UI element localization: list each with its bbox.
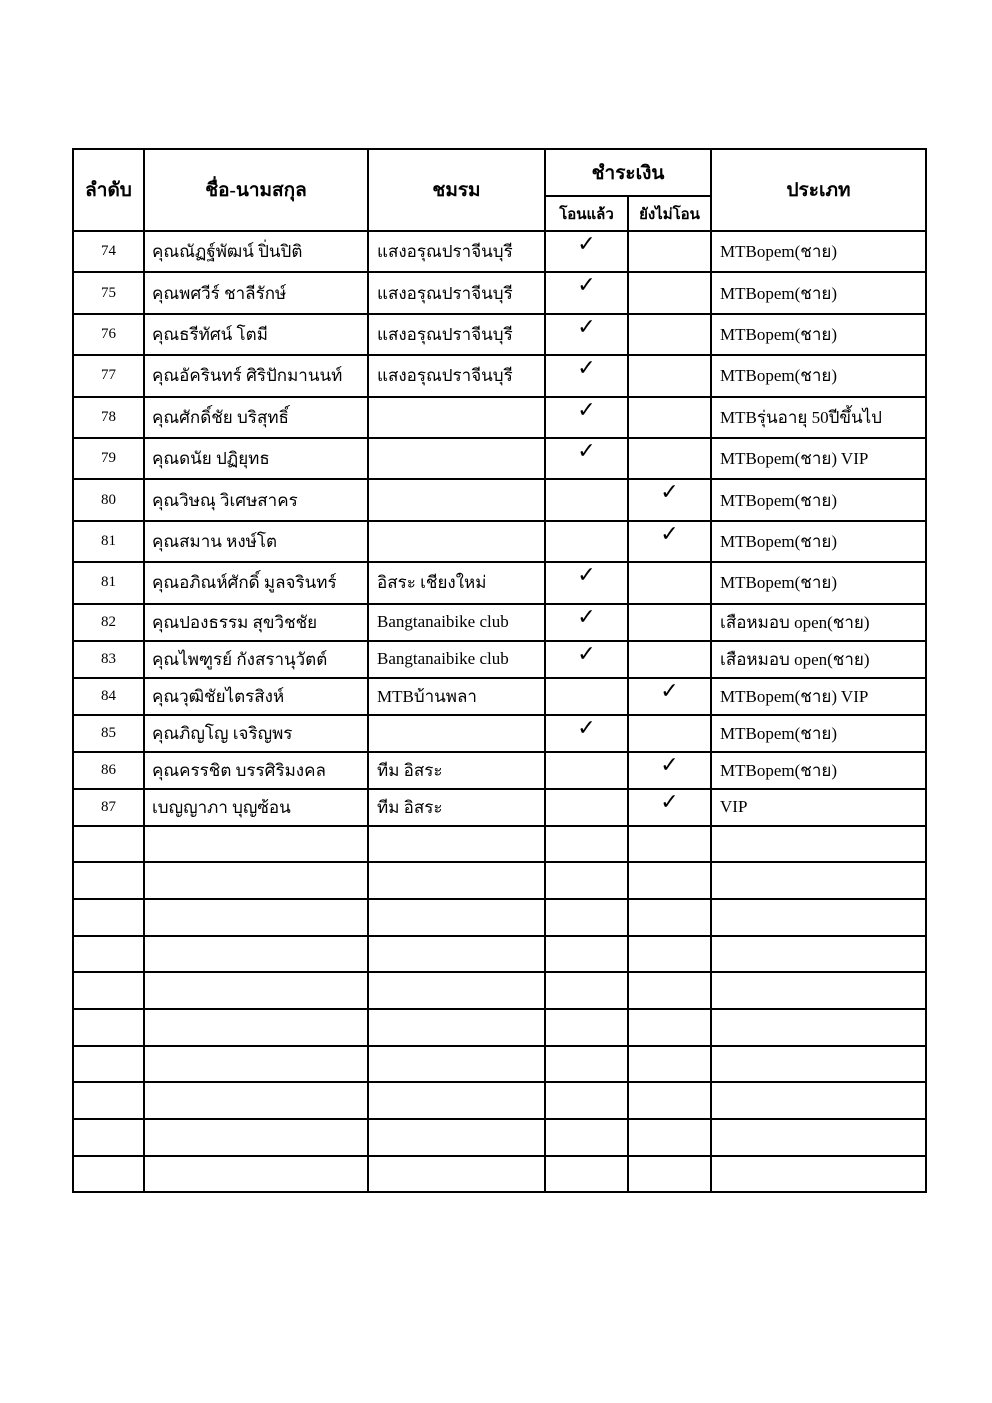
type-cell: MTBopem(ชาย) VIP bbox=[711, 438, 926, 479]
type-cell: VIP bbox=[711, 789, 926, 826]
empty-cell bbox=[73, 936, 144, 973]
empty-cell bbox=[711, 1156, 926, 1193]
order-cell: 80 bbox=[73, 479, 144, 520]
name-cell: คุณวิษณุ วิเศษสาคร bbox=[144, 479, 368, 520]
paid-cell bbox=[545, 562, 628, 603]
club-cell: MTBบ้านพลา bbox=[368, 678, 545, 715]
club-cell: ทีม อิสระ bbox=[368, 752, 545, 789]
empty-cell bbox=[368, 1082, 545, 1119]
empty-cell bbox=[711, 1082, 926, 1119]
type-cell: เสือหมอบ open(ชาย) bbox=[711, 604, 926, 641]
type-cell: MTBopem(ชาย) VIP bbox=[711, 678, 926, 715]
name-cell: คุณภิญโญ เจริญพร bbox=[144, 715, 368, 752]
empty-cell bbox=[144, 936, 368, 973]
empty-cell bbox=[628, 1156, 711, 1193]
type-cell: MTBopem(ชาย) bbox=[711, 231, 926, 272]
empty-cell bbox=[73, 972, 144, 1009]
name-cell: คุณอภิณห์ศักดิ์ มูลจรินทร์ bbox=[144, 562, 368, 603]
empty-table-row bbox=[73, 1119, 926, 1156]
empty-cell bbox=[545, 1046, 628, 1083]
table-row bbox=[73, 355, 926, 396]
order-cell: 77 bbox=[73, 355, 144, 396]
empty-cell bbox=[144, 1082, 368, 1119]
table-row bbox=[73, 314, 926, 355]
header-payment: ชำระเงิน bbox=[545, 149, 711, 196]
empty-cell bbox=[711, 1009, 926, 1046]
table-row bbox=[73, 272, 926, 313]
type-cell: MTBopem(ชาย) bbox=[711, 521, 926, 562]
name-cell: คุณดนัย ปฏิยุทธ bbox=[144, 438, 368, 479]
club-cell: แสงอรุณปราจีนบุรี bbox=[368, 314, 545, 355]
order-cell: 75 bbox=[73, 272, 144, 313]
empty-cell bbox=[144, 1156, 368, 1193]
check-icon: ✓ bbox=[660, 521, 679, 547]
club-cell: แสงอรุณปราจีนบุรี bbox=[368, 272, 545, 313]
check-icon: ✓ bbox=[577, 356, 596, 382]
paid-cell bbox=[545, 678, 628, 715]
club-cell bbox=[368, 397, 545, 438]
unpaid-cell bbox=[628, 272, 711, 313]
paid-cell bbox=[545, 397, 628, 438]
type-cell: เสือหมอบ open(ชาย) bbox=[711, 641, 926, 678]
unpaid-cell bbox=[628, 641, 711, 678]
paid-cell bbox=[545, 789, 628, 826]
order-cell: 86 bbox=[73, 752, 144, 789]
empty-cell bbox=[545, 1009, 628, 1046]
paid-cell bbox=[545, 479, 628, 520]
check-icon: ✓ bbox=[577, 715, 596, 741]
empty-cell bbox=[73, 1156, 144, 1193]
name-cell: คุณศักดิ์ชัย บริสุทธิ์ bbox=[144, 397, 368, 438]
empty-table-row bbox=[73, 1156, 926, 1193]
unpaid-cell bbox=[628, 521, 711, 562]
club-cell bbox=[368, 521, 545, 562]
empty-cell bbox=[628, 972, 711, 1009]
check-icon: ✓ bbox=[577, 563, 596, 589]
empty-cell bbox=[73, 1119, 144, 1156]
empty-cell bbox=[545, 1156, 628, 1193]
unpaid-cell bbox=[628, 479, 711, 520]
empty-cell bbox=[73, 899, 144, 936]
empty-cell bbox=[711, 972, 926, 1009]
empty-cell bbox=[73, 862, 144, 899]
empty-table-row bbox=[73, 826, 926, 863]
header-name: ชื่อ-นามสกุล bbox=[144, 149, 368, 231]
check-icon: ✓ bbox=[660, 752, 679, 778]
unpaid-cell bbox=[628, 438, 711, 479]
empty-cell bbox=[73, 1009, 144, 1046]
name-cell: คุณธรีทัศน์ โตมี bbox=[144, 314, 368, 355]
club-cell: ทีม อิสระ bbox=[368, 789, 545, 826]
order-cell: 74 bbox=[73, 231, 144, 272]
table-row bbox=[73, 641, 926, 678]
paid-cell bbox=[545, 752, 628, 789]
table-row bbox=[73, 231, 926, 272]
empty-table-row bbox=[73, 862, 926, 899]
table-row bbox=[73, 521, 926, 562]
empty-cell bbox=[628, 826, 711, 863]
empty-cell bbox=[368, 1046, 545, 1083]
type-cell: MTBopem(ชาย) bbox=[711, 562, 926, 603]
table-row bbox=[73, 752, 926, 789]
empty-cell bbox=[368, 936, 545, 973]
paid-cell bbox=[545, 604, 628, 641]
empty-cell bbox=[628, 1009, 711, 1046]
empty-cell bbox=[545, 862, 628, 899]
unpaid-cell bbox=[628, 314, 711, 355]
table-row bbox=[73, 438, 926, 479]
empty-cell bbox=[628, 1082, 711, 1119]
table-body bbox=[73, 231, 926, 1192]
type-cell: MTBopem(ชาย) bbox=[711, 272, 926, 313]
empty-cell bbox=[144, 899, 368, 936]
club-cell: Bangtanaibike club bbox=[368, 604, 545, 641]
empty-table-row bbox=[73, 936, 926, 973]
empty-cell bbox=[144, 862, 368, 899]
empty-table-row bbox=[73, 899, 926, 936]
paid-cell bbox=[545, 272, 628, 313]
empty-cell bbox=[711, 1046, 926, 1083]
unpaid-cell bbox=[628, 397, 711, 438]
check-icon: ✓ bbox=[577, 232, 596, 257]
empty-cell bbox=[628, 862, 711, 899]
empty-cell bbox=[545, 899, 628, 936]
table-row bbox=[73, 562, 926, 603]
empty-cell bbox=[711, 826, 926, 863]
club-cell bbox=[368, 479, 545, 520]
empty-cell bbox=[628, 899, 711, 936]
paid-cell bbox=[545, 715, 628, 752]
header-type: ประเภท bbox=[711, 149, 926, 231]
empty-cell bbox=[368, 862, 545, 899]
empty-cell bbox=[73, 826, 144, 863]
order-cell: 78 bbox=[73, 397, 144, 438]
club-cell: อิสระ เชียงใหม่ bbox=[368, 562, 545, 603]
club-cell bbox=[368, 715, 545, 752]
unpaid-cell bbox=[628, 604, 711, 641]
header-club: ชมรม bbox=[368, 149, 545, 231]
empty-cell bbox=[144, 826, 368, 863]
order-cell: 76 bbox=[73, 314, 144, 355]
empty-cell bbox=[711, 1119, 926, 1156]
order-cell: 84 bbox=[73, 678, 144, 715]
club-cell: แสงอรุณปราจีนบุรี bbox=[368, 231, 545, 272]
unpaid-cell bbox=[628, 355, 711, 396]
check-icon: ✓ bbox=[660, 480, 679, 506]
table-row bbox=[73, 397, 926, 438]
order-cell: 79 bbox=[73, 438, 144, 479]
name-cell: คุณวุฒิชัยไตรสิงห์ bbox=[144, 678, 368, 715]
table-row bbox=[73, 604, 926, 641]
empty-table-row bbox=[73, 1046, 926, 1083]
club-cell bbox=[368, 438, 545, 479]
type-cell: MTBopem(ชาย) bbox=[711, 479, 926, 520]
empty-cell bbox=[545, 936, 628, 973]
order-cell: 85 bbox=[73, 715, 144, 752]
type-cell: MTBรุ่นอายุ 50ปีขึ้นไป bbox=[711, 397, 926, 438]
paid-cell bbox=[545, 641, 628, 678]
check-icon: ✓ bbox=[660, 789, 679, 815]
empty-cell bbox=[73, 1082, 144, 1119]
table-row bbox=[73, 715, 926, 752]
empty-cell bbox=[711, 936, 926, 973]
table-row bbox=[73, 678, 926, 715]
empty-cell bbox=[73, 1046, 144, 1083]
type-cell: MTBopem(ชาย) bbox=[711, 314, 926, 355]
name-cell: คุณปองธรรม สุขวิชชัย bbox=[144, 604, 368, 641]
empty-cell bbox=[368, 1119, 545, 1156]
empty-cell bbox=[368, 1156, 545, 1193]
order-cell: 83 bbox=[73, 641, 144, 678]
unpaid-cell bbox=[628, 715, 711, 752]
table-row bbox=[73, 479, 926, 520]
empty-table-row bbox=[73, 1082, 926, 1119]
name-cell: คุณสมาน หงษ์โต bbox=[144, 521, 368, 562]
check-icon: ✓ bbox=[577, 641, 596, 667]
club-cell: แสงอรุณปราจีนบุรี bbox=[368, 355, 545, 396]
order-cell: 82 bbox=[73, 604, 144, 641]
name-cell: คุณณัฏฐ์พัฒน์ ปิ่นปิติ bbox=[144, 231, 368, 272]
empty-cell bbox=[628, 1119, 711, 1156]
registration-table bbox=[72, 148, 927, 1193]
paid-cell bbox=[545, 231, 628, 272]
unpaid-cell bbox=[628, 678, 711, 715]
empty-cell bbox=[711, 862, 926, 899]
empty-cell bbox=[368, 826, 545, 863]
check-icon: ✓ bbox=[577, 397, 596, 423]
name-cell: คุณไพฑูรย์ กังสรานุวัตต์ bbox=[144, 641, 368, 678]
unpaid-cell bbox=[628, 789, 711, 826]
check-icon: ✓ bbox=[577, 273, 596, 299]
unpaid-cell bbox=[628, 562, 711, 603]
empty-cell bbox=[711, 899, 926, 936]
type-cell: MTBopem(ชาย) bbox=[711, 752, 926, 789]
header-paid: โอนแล้ว bbox=[545, 196, 628, 231]
empty-cell bbox=[628, 936, 711, 973]
order-cell: 87 bbox=[73, 789, 144, 826]
name-cell: คุณอัครินทร์ ศิริปักมานนท์ bbox=[144, 355, 368, 396]
empty-cell bbox=[368, 899, 545, 936]
empty-cell bbox=[144, 972, 368, 1009]
empty-table-row bbox=[73, 972, 926, 1009]
empty-cell bbox=[368, 972, 545, 1009]
paid-cell bbox=[545, 355, 628, 396]
empty-cell bbox=[545, 972, 628, 1009]
header-order: ลำดับ bbox=[73, 149, 144, 231]
paid-cell bbox=[545, 521, 628, 562]
empty-cell bbox=[144, 1046, 368, 1083]
check-icon: ✓ bbox=[577, 314, 596, 340]
name-cell: คุณพศวีร์ ชาลีรักษ์ bbox=[144, 272, 368, 313]
empty-cell bbox=[545, 1119, 628, 1156]
table-row bbox=[73, 789, 926, 826]
order-cell: 81 bbox=[73, 562, 144, 603]
order-cell: 81 bbox=[73, 521, 144, 562]
empty-table-row bbox=[73, 1009, 926, 1046]
empty-cell bbox=[545, 1082, 628, 1119]
check-icon: ✓ bbox=[577, 438, 596, 464]
empty-cell bbox=[545, 826, 628, 863]
empty-cell bbox=[144, 1009, 368, 1046]
paid-cell bbox=[545, 438, 628, 479]
name-cell: คุณครรชิต บรรศิริมงคล bbox=[144, 752, 368, 789]
paid-cell bbox=[545, 314, 628, 355]
check-icon: ✓ bbox=[577, 604, 596, 630]
check-icon: ✓ bbox=[660, 678, 679, 704]
type-cell: MTBopem(ชาย) bbox=[711, 355, 926, 396]
unpaid-cell bbox=[628, 231, 711, 272]
header-unpaid: ยังไม่โอน bbox=[628, 196, 711, 231]
club-cell: Bangtanaibike club bbox=[368, 641, 545, 678]
empty-cell bbox=[368, 1009, 545, 1046]
type-cell: MTBopem(ชาย) bbox=[711, 715, 926, 752]
name-cell: เบญญาภา บุญซ้อน bbox=[144, 789, 368, 826]
empty-cell bbox=[628, 1046, 711, 1083]
unpaid-cell bbox=[628, 752, 711, 789]
empty-cell bbox=[144, 1119, 368, 1156]
